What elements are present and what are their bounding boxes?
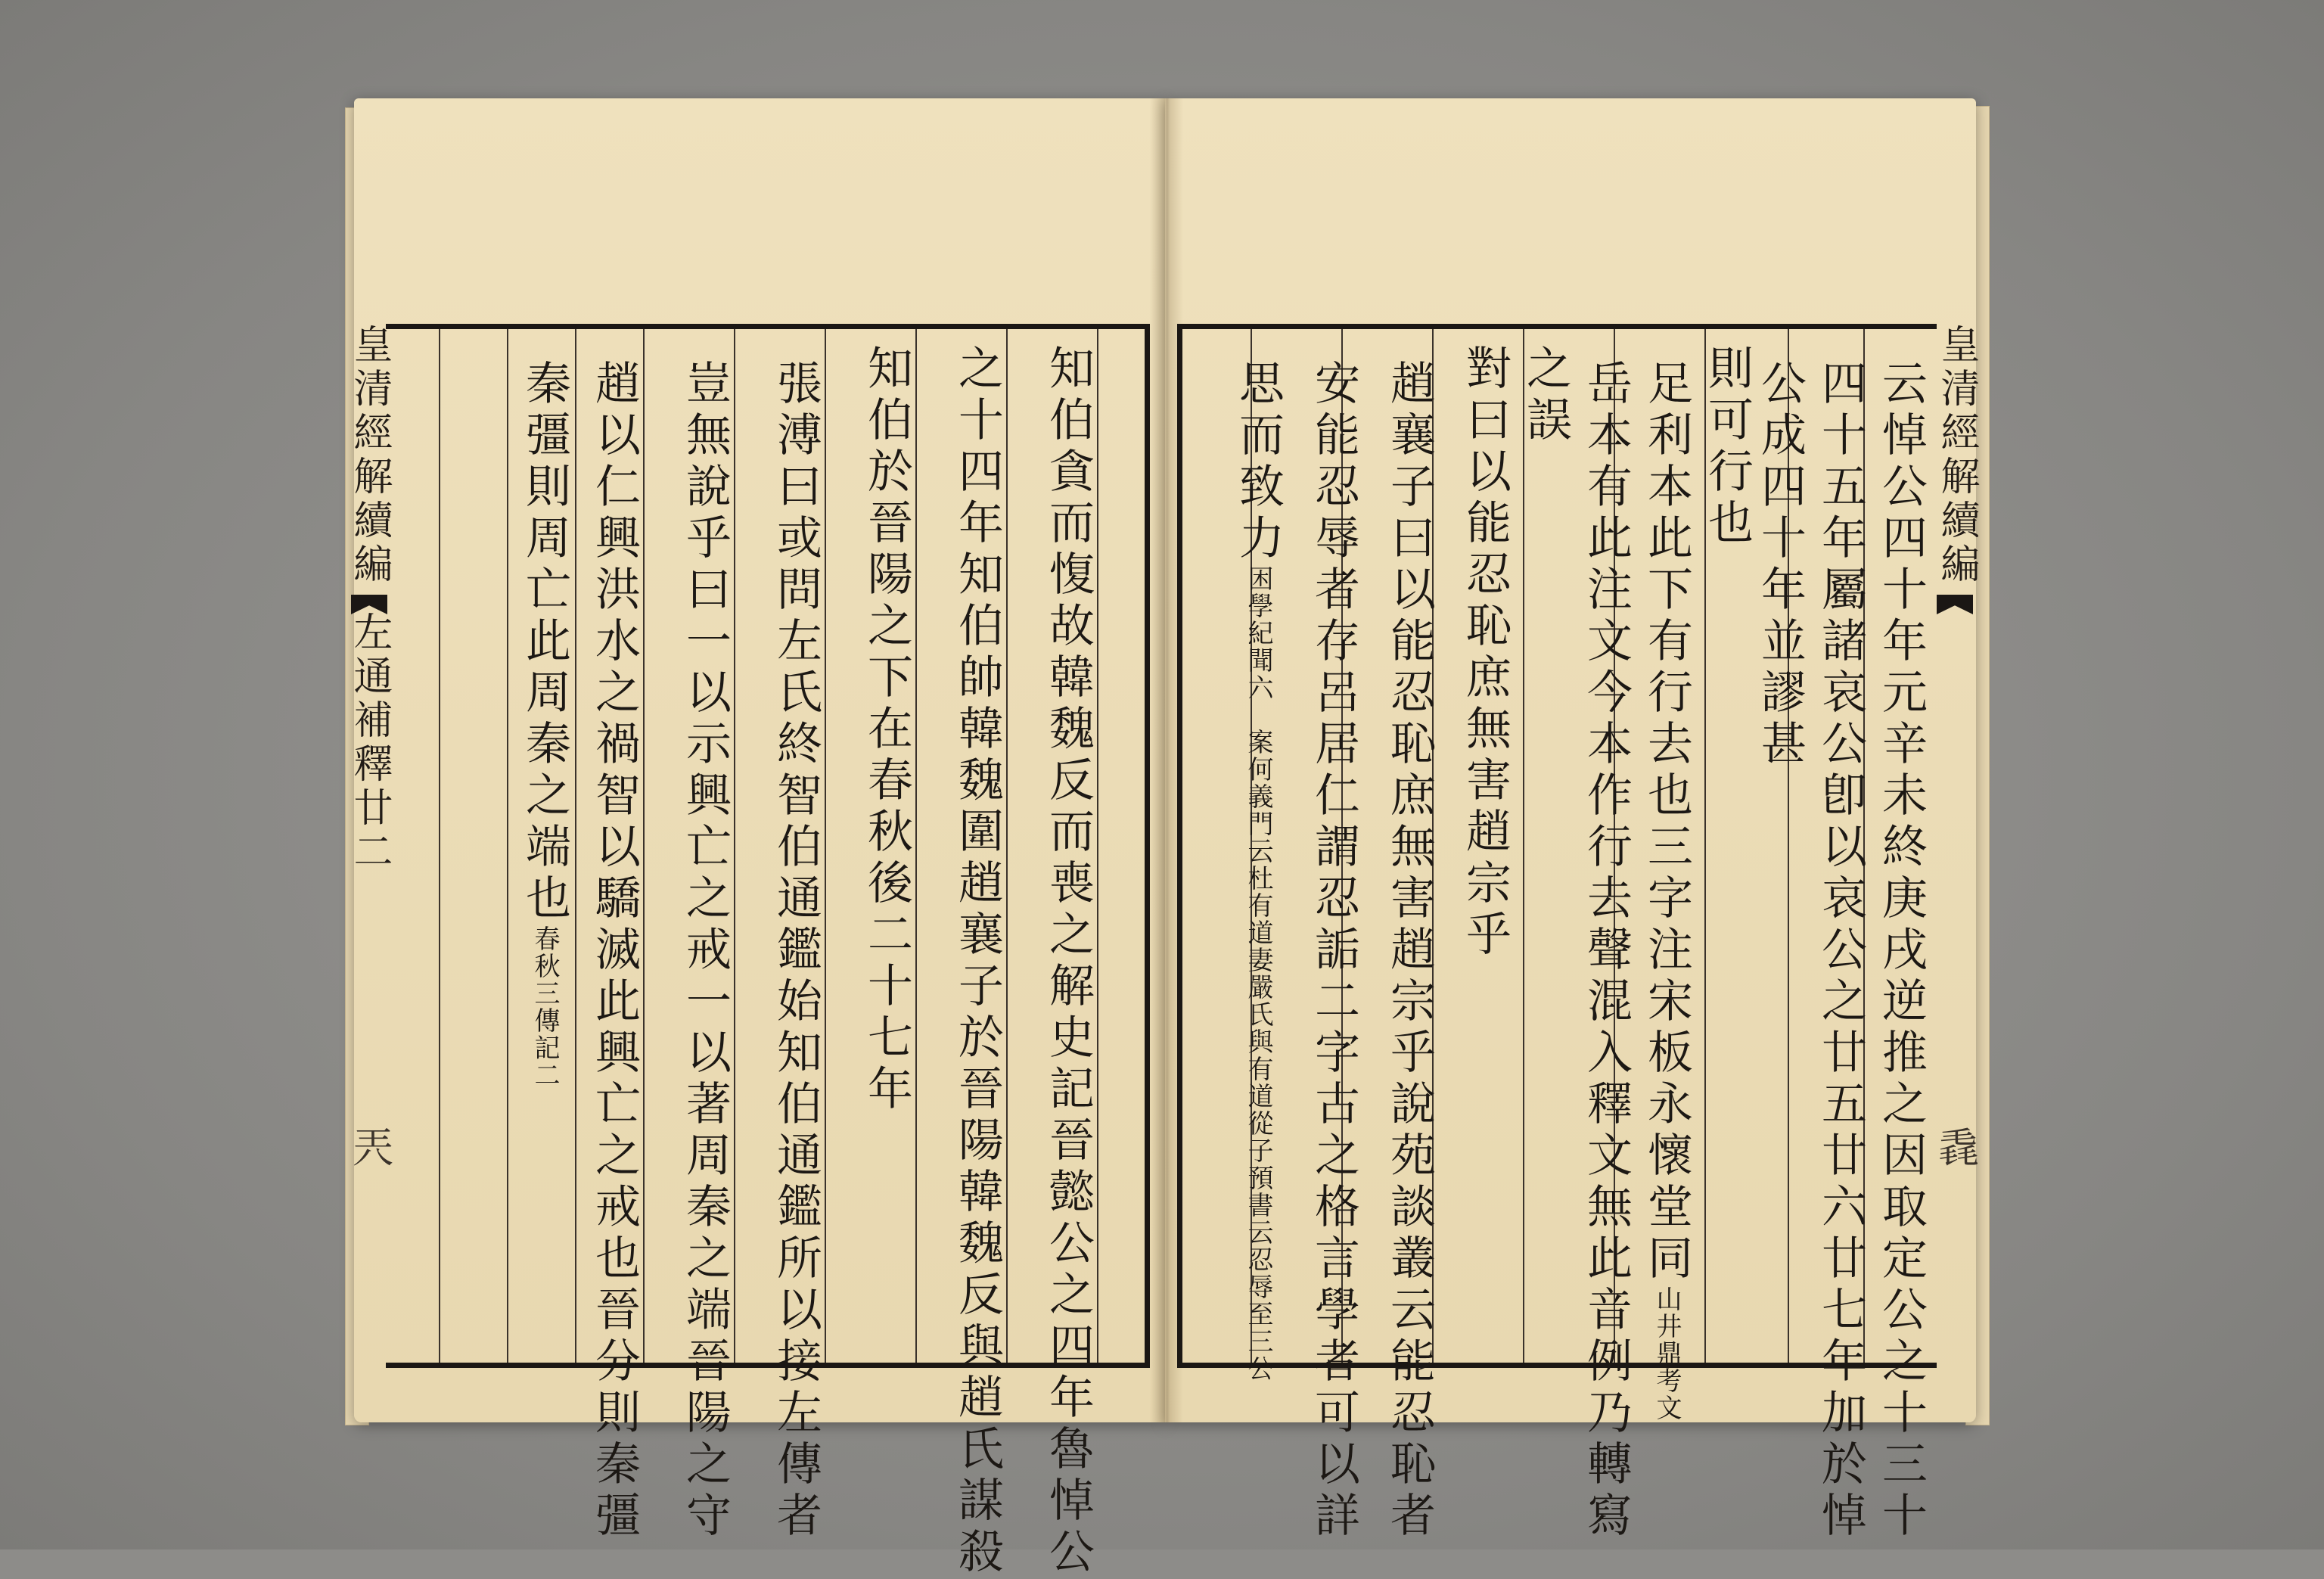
column-text: 則可行也 bbox=[1701, 344, 1754, 550]
text-column bbox=[1754, 359, 1807, 771]
text-column bbox=[1042, 344, 1095, 1579]
column-text: 對曰以能忍恥庶無害趙宗乎 bbox=[1459, 344, 1512, 962]
text-column bbox=[1519, 344, 1572, 447]
text-column bbox=[1814, 359, 1867, 1543]
column-note: 春秋三傳記二 bbox=[530, 925, 560, 1089]
column-text: 秦彊則周亡此周秦之端也 bbox=[518, 359, 571, 925]
column-text: 知伯貪而愎故韓魏反而喪之解史記晉懿公之四年魯悼公 bbox=[1042, 344, 1095, 1579]
column-text: 岳本有此注文今本作行去聲混入釋文無此音例乃轉寫 bbox=[1580, 359, 1633, 1543]
text-column bbox=[860, 344, 913, 1116]
column-note: 困學紀聞六 案何義門云杜有道妻嚴氏與有道從子預書云忍辱至三公 bbox=[1243, 565, 1273, 1382]
text-column bbox=[1307, 359, 1360, 1543]
text-column bbox=[1640, 359, 1693, 1422]
text-column bbox=[588, 359, 641, 1543]
text-column bbox=[1232, 359, 1285, 1382]
right-margin-strip bbox=[1934, 324, 1979, 1368]
column-text: 之十四年知伯帥韓魏圍趙襄子於晉陽韓魏反與趙氏謀殺 bbox=[951, 344, 1004, 1579]
margin-title: 皇清經解續編 bbox=[1934, 324, 1979, 587]
column-text: 知伯於晉陽之下在春秋後二十七年 bbox=[860, 344, 913, 1116]
column-note: 山井鼎考文 bbox=[1651, 1285, 1682, 1422]
text-column bbox=[769, 359, 822, 1543]
column-text: 云悼公四十年元辛未終庚戌逆推之因取定公之十三十 bbox=[1875, 359, 1928, 1543]
margin-section: 左通補釋廿二 bbox=[346, 611, 392, 875]
column-text: 之誤 bbox=[1519, 344, 1572, 447]
leaf-number: 毳 bbox=[1938, 1124, 1979, 1172]
text-column bbox=[1459, 344, 1512, 962]
left-text-frame bbox=[386, 324, 1150, 1579]
leaf-number: 兲 bbox=[353, 1124, 393, 1172]
column-text: 四十五年屬諸哀公卽以哀公之廿五廿六廿七年加於悼 bbox=[1814, 359, 1867, 1543]
text-column bbox=[1875, 359, 1928, 1543]
text-column bbox=[679, 359, 732, 1543]
left-margin-strip bbox=[345, 324, 390, 1368]
column-text: 思而致力 bbox=[1232, 359, 1285, 565]
column-text: 公成四十年並謬甚 bbox=[1754, 359, 1807, 771]
column-text: 安能忍辱者存呂居仁謂忍詬二字古之格言學者可以詳 bbox=[1307, 359, 1360, 1543]
text-column bbox=[1701, 344, 1754, 550]
text-column bbox=[1580, 359, 1633, 1543]
text-column bbox=[1383, 359, 1436, 1543]
right-text-frame bbox=[1177, 324, 1937, 1543]
column-text: 趙以仁興洪水之禍智以驕滅此興亡之戒也晉分則秦彊 bbox=[588, 359, 641, 1543]
column-text: 趙襄子曰以能忍恥庶無害趙宗乎說苑談叢云能忍恥者 bbox=[1383, 359, 1436, 1543]
text-column bbox=[951, 344, 1004, 1579]
column-text: 張溥曰或問左氏終智伯通鑑始知伯通鑑所以接左傳者 bbox=[769, 359, 822, 1543]
margin-title: 皇清經解續編 bbox=[346, 324, 392, 587]
column-text: 豈無說乎曰一以示興亡之戒一以著周秦之端晉陽之守 bbox=[679, 359, 732, 1543]
column-text: 足利本此下有行去也三字注宋板永懷堂同 bbox=[1640, 359, 1693, 1285]
text-column bbox=[518, 359, 571, 1089]
